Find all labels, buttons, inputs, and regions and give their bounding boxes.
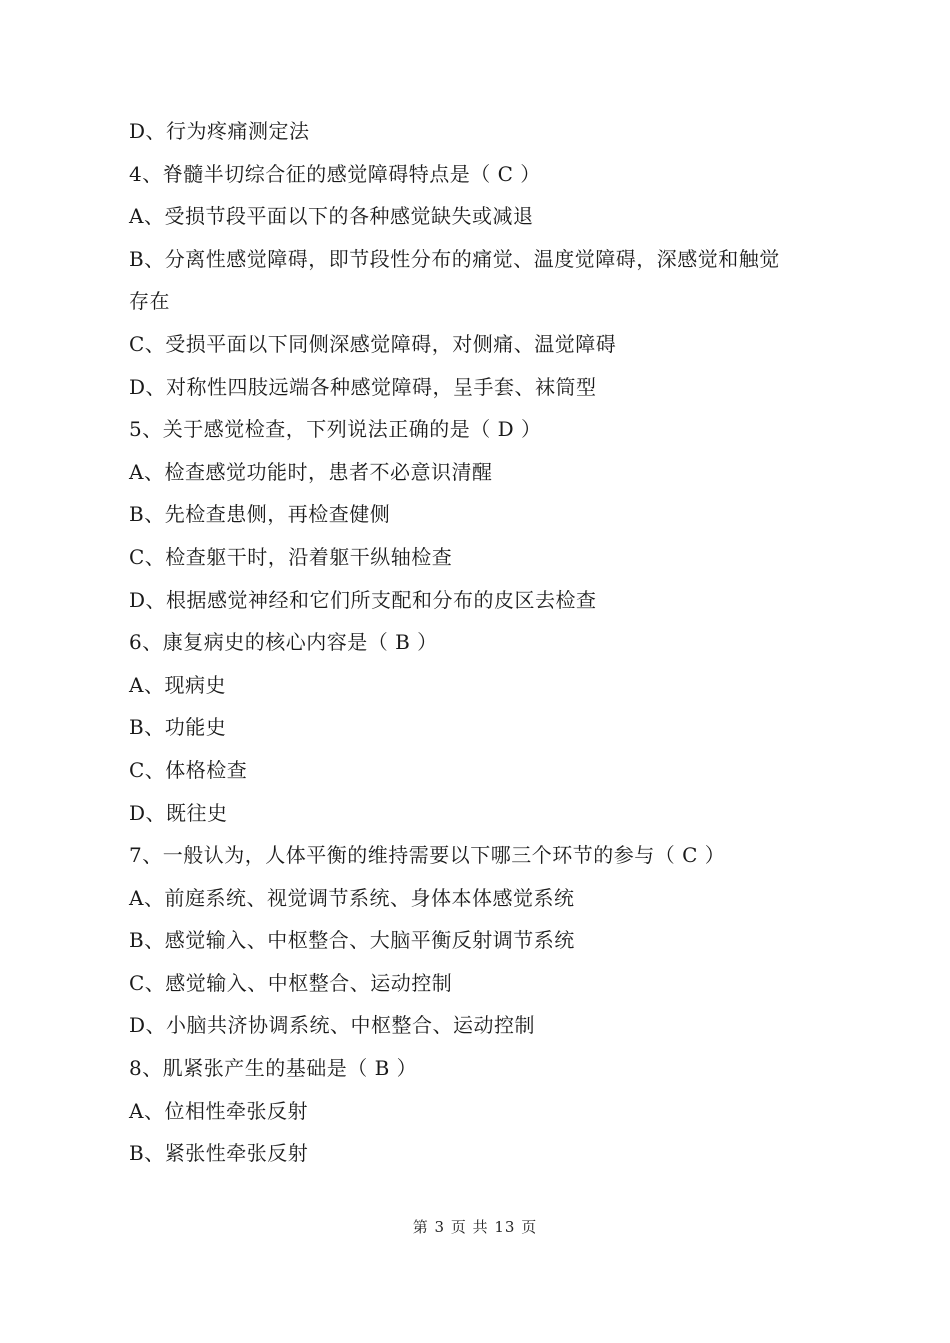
text-line: D、行为疼痛测定法 [129,119,310,143]
question-6: 6、康复病史的核心内容是（ B ） [129,630,438,655]
option-line: A、前庭系统、视觉调节系统、身体本体感觉系统 [129,885,575,910]
option-line: C、体格检查 [129,757,248,782]
option-line: A、位相性牵张反射 [129,1098,308,1123]
option-line: D、小脑共济协调系统、中枢整合、运动控制 [129,1013,536,1038]
option-line: D、对称性四肢远端各种感觉障碍，呈手套、袜筒型 [129,374,597,399]
option-line-continued: 存在 [129,289,170,314]
option-line: B、先检查患侧，再检查健侧 [129,502,391,527]
question-content [129,110,829,1175]
question-7: 7、一般认为，人体平衡的维持需要以下哪三个环节的参与（ C ） [129,843,726,868]
option-line: B、功能史 [129,715,227,740]
option-line: C、感觉输入、中枢整合、运动控制 [129,970,453,995]
option-line: C、受损平面以下同侧深感觉障碍，对侧痛、温觉障碍 [129,331,617,356]
option-line: D、既往史 [129,800,228,825]
option-line: C、检查躯干时，沿着躯干纵轴检查 [129,544,453,569]
option-line: A、受损节段平面以下的各种感觉缺失或减退 [129,204,534,229]
option-line: B、感觉输入、中枢整合、大脑平衡反射调节系统 [129,928,575,953]
question-5: 5、关于感觉检查，下列说法正确的是（ D ） [129,417,542,442]
page-footer: 第 3 页 共 13 页 [412,1218,538,1236]
option-line: D、根据感觉神经和它们所支配和分布的皮区去检查 [129,587,597,612]
option-line: B、紧张性牵张反射 [129,1141,309,1166]
question-4: 4、脊髓半切综合征的感觉障碍特点是（ C ） [129,161,541,186]
option-line: B、分离性感觉障碍，即节段性分布的痛觉、温度觉障碍，深感觉和触觉 [129,246,780,271]
option-line: A、检查感觉功能时，患者不必意识清醒 [129,459,493,484]
option-line: A、现病史 [129,672,226,697]
question-8: 8、肌紧张产生的基础是（ B ） [129,1056,418,1081]
